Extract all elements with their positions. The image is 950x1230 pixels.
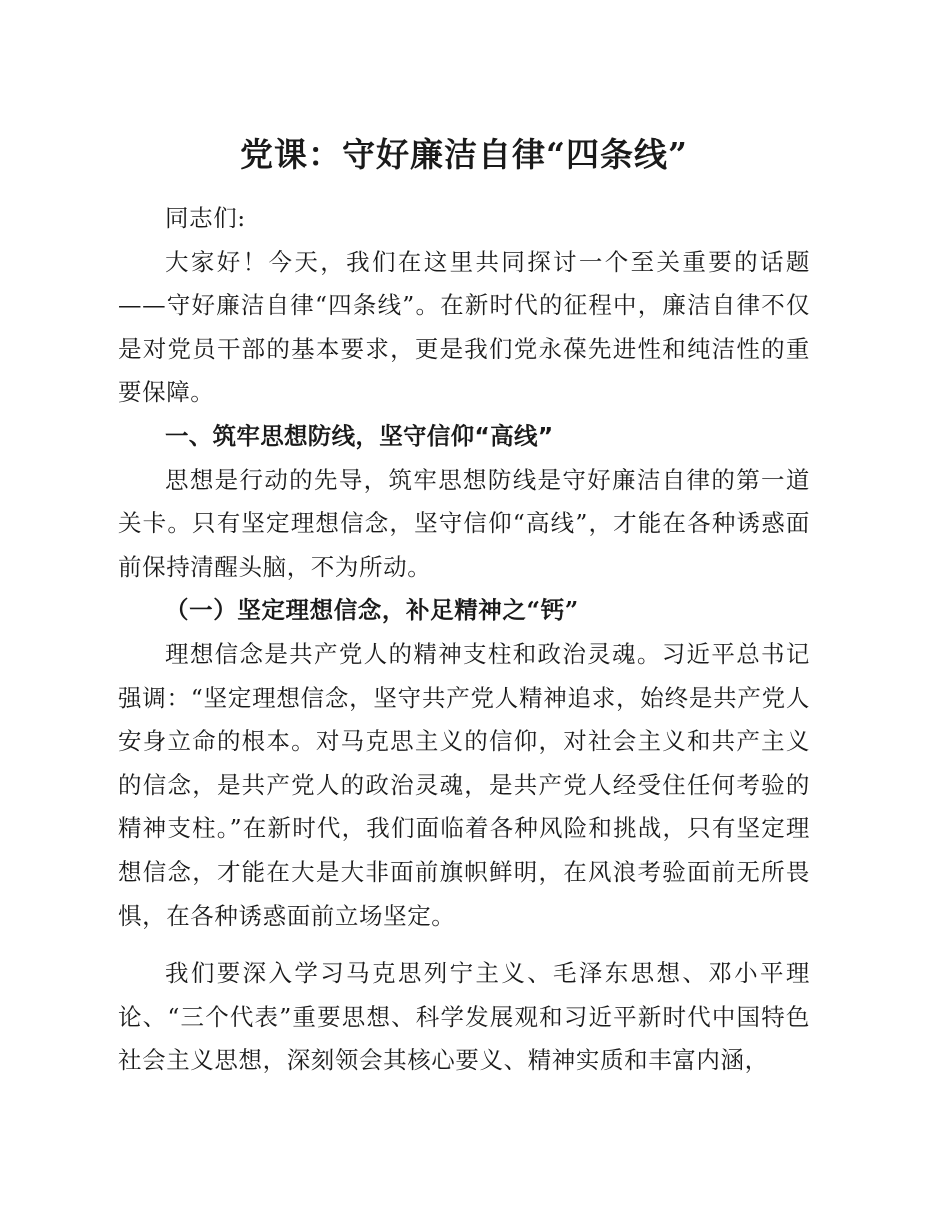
intro-paragraph: 大家好！今天，我们在这里共同探讨一个至关重要的话题——守好廉洁自律“四条线”。在新时代的征程中，廉洁自律不仅是对党员干部的基本要求，更是我们党永葆先进性和纯洁性的重要保障。 bbox=[118, 247, 810, 407]
document-body bbox=[118, 197, 810, 1083]
section-heading-1: 一、筑牢思想防线，坚守信仰“高线” bbox=[165, 421, 554, 450]
subsection-heading-1-1: （一）坚定理想信念，补足精神之“钙” bbox=[165, 596, 579, 625]
subsection-1-1-paragraph-2: 我们要深入学习马克思列宁主义、毛泽东思想、邓小平理论、“三个代表”重要思想、科学发展观和习近平新时代中国特色社会主义思想，深刻领会其核心要义、精神实质和丰富内涵， bbox=[118, 959, 810, 1075]
section-1-intro-paragraph: 思想是行动的先导，筑牢思想防线是守好廉洁自律的第一道关卡。只有坚定理想信念，坚守信仰“高线”，才能在各种诱惑面前保持清醒头脑，不为所动。 bbox=[118, 465, 810, 581]
greeting-paragraph: 同志们: bbox=[165, 204, 246, 232]
subsection-1-1-paragraph-1: 理想信念是共产党人的精神支柱和政治灵魂。习近平总书记强调：“坚定理想信念，坚守共产党人精神追求，始终是共产党人安身立命的根本。对马克思主义的信仰，对社会主义和共产主义的信念，是共产党人的政治灵魂，是共产党人经受住任何考验的精神支柱。”在新时代，我们面临着各种风险和挑战，只有坚定理想信念，才能在大是大非面前旗帜鲜明，在风浪考验面前无所畏惧，在各种诱惑面前立场坚定。 bbox=[118, 639, 810, 930]
document-title: 党课：守好廉洁自律“四条线” bbox=[240, 135, 688, 174]
